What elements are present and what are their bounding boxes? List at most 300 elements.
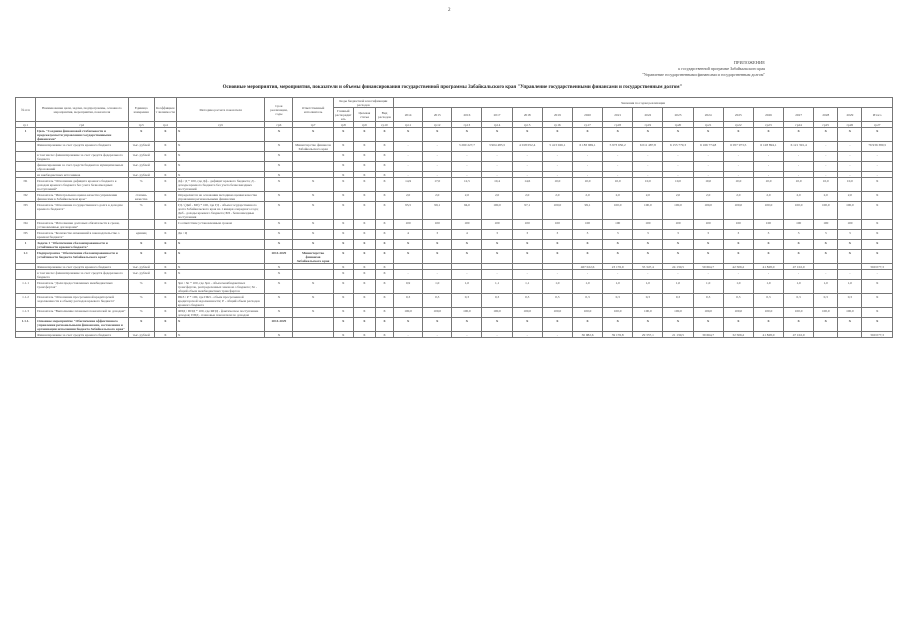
- header-values: Значения по годам реализации: [394, 98, 893, 108]
- header-method: Методика расчета показателя: [176, 98, 264, 122]
- table-cell: Дф / Д * 100, где Дф - дефицит краевого бюджета; Д - доходы краевого бюджета без учета безвозмездных поступлений: [176, 178, 264, 192]
- table-cell: 100: [753, 220, 783, 230]
- table-cell: X: [375, 332, 393, 338]
- table-cell: X: [333, 220, 353, 230]
- table-cell: [128, 220, 154, 230]
- table-cell: X: [265, 178, 293, 192]
- document-title: Основные мероприятия, мероприятия, показатели и объемы финансирования государственной программы Забайкальского края "Управление государственными финансами и государственным долгом": [222, 85, 683, 90]
- table-cell: 0,9: [394, 280, 423, 294]
- table-cell: 41 828,0: [753, 332, 783, 338]
- table-cell: 59 664,7: [693, 264, 723, 270]
- header-year: 2028: [814, 108, 838, 122]
- table-cell: -: [723, 270, 753, 280]
- table-cell: X: [862, 294, 893, 308]
- table-cell: 2,0: [633, 192, 663, 202]
- table-cell: Задача 1 "Обеспечение сбалансированности и устойчивости краевого бюджета": [36, 240, 129, 250]
- table-cell: 10,0: [663, 178, 693, 192]
- table-cell: X: [353, 294, 375, 308]
- table-row: [16, 202, 893, 220]
- table-cell: 12,5: [452, 178, 482, 192]
- table-cell: 0,3: [572, 294, 602, 308]
- table-cell: X: [394, 250, 423, 264]
- table-cell: -: [423, 332, 452, 338]
- column-number: гр3: [128, 122, 154, 128]
- table-cell: X: [333, 294, 353, 308]
- header-unit: Единица измерения: [128, 98, 154, 122]
- table-cell: X: [293, 220, 333, 230]
- table-cell: -: [663, 162, 693, 172]
- table-cell: X: [542, 250, 572, 264]
- table-cell: X: [353, 308, 375, 318]
- program-table: [15, 97, 893, 338]
- table-cell: 76 936 380,5: [862, 142, 893, 152]
- table-cell: 0,3: [452, 294, 482, 308]
- table-cell: 1: [16, 128, 36, 142]
- table-cell: X: [423, 128, 452, 142]
- table-cell: X: [572, 240, 602, 250]
- table-cell: 3: [753, 230, 783, 240]
- header-year: 2023: [663, 108, 693, 122]
- table-cell: X: [375, 264, 393, 270]
- table-cell: 100,0: [693, 308, 723, 318]
- table-row: [16, 192, 893, 202]
- table-cell: 99,1: [423, 202, 452, 220]
- column-number: гр8: [333, 122, 353, 128]
- table-cell: -: [603, 152, 633, 162]
- table-cell: тыс. рублей: [128, 152, 154, 162]
- table-cell: в том числе: финансирование за счет средств федерального бюджета: [36, 152, 129, 162]
- table-cell: 0,3: [482, 294, 512, 308]
- column-number: гр14: [482, 122, 512, 128]
- table-cell: 2,0: [452, 192, 482, 202]
- table-cell: -: [693, 162, 723, 172]
- table-cell: X: [333, 240, 353, 250]
- table-cell: 100,0: [633, 308, 663, 318]
- table-cell: X: [353, 264, 375, 270]
- table-cell: 29 357,1: [633, 332, 663, 338]
- table-cell: 0,3: [723, 294, 753, 308]
- table-cell: X: [838, 128, 862, 142]
- table-cell: X: [663, 128, 693, 142]
- table-cell: 10,0: [838, 178, 862, 192]
- table-row: [16, 178, 893, 192]
- table-cell: X: [784, 318, 814, 332]
- table-cell: X: [154, 240, 176, 250]
- table-cell: -: [838, 152, 862, 162]
- table-cell: X: [375, 294, 393, 308]
- table-cell: 0,3: [394, 294, 423, 308]
- table-cell: -: [633, 172, 663, 178]
- table-row: [16, 250, 893, 264]
- table-cell: X: [265, 142, 293, 152]
- table-cell: [16, 332, 36, 338]
- table-cell: 6 121 391,4: [784, 142, 814, 152]
- table-cell: 3: [603, 230, 633, 240]
- table-cell: X: [862, 318, 893, 332]
- table-cell: X: [423, 250, 452, 264]
- table-cell: X: [333, 250, 353, 264]
- table-cell: 10,0: [542, 178, 572, 192]
- table-cell: X: [154, 308, 176, 318]
- table-cell: X: [353, 240, 375, 250]
- table-cell: 14,9: [394, 178, 423, 192]
- table-cell: X: [265, 280, 293, 294]
- table-cell: 100: [512, 220, 542, 230]
- table-row: [16, 142, 893, 152]
- table-cell: X: [353, 220, 375, 230]
- table-cell: 100,0: [452, 308, 482, 318]
- table-cell: %: [128, 308, 154, 318]
- table-cell: X: [154, 230, 176, 240]
- table-cell: [16, 270, 36, 280]
- table-cell: [16, 162, 36, 172]
- table-cell: X: [333, 142, 353, 152]
- table-cell: X: [353, 280, 375, 294]
- table-cell: 4 018 052,4: [512, 142, 542, 152]
- table-cell: 2,0: [482, 192, 512, 202]
- table-cell: X: [572, 318, 602, 332]
- table-cell: X: [353, 172, 375, 178]
- table-cell: Показатель "Отношение просроченной кредиторской задолженности к объему расходов краевого бюджета": [36, 294, 129, 308]
- appendix-note: [642, 60, 765, 78]
- table-cell: X: [723, 250, 753, 264]
- table-row: [16, 308, 893, 318]
- table-cell: X: [265, 270, 293, 280]
- table-cell: X: [838, 318, 862, 332]
- table-cell: 0,3: [512, 294, 542, 308]
- table-cell: -: [663, 152, 693, 162]
- table-cell: П3: [16, 202, 36, 220]
- table-cell: 1: [16, 240, 36, 250]
- column-number: гр4: [154, 122, 176, 128]
- table-cell: X: [512, 318, 542, 332]
- table-cell: -: [862, 172, 893, 178]
- table-cell: X: [154, 264, 176, 270]
- table-cell: X: [375, 280, 393, 294]
- table-cell: 100,0: [663, 202, 693, 220]
- table-cell: 42 506,2: [723, 264, 753, 270]
- table-cell: X: [482, 240, 512, 250]
- header-year: 2020: [572, 108, 602, 122]
- table-cell: X: [333, 162, 353, 172]
- table-cell: X: [572, 128, 602, 142]
- table-cell: 0,3: [693, 294, 723, 308]
- table-cell: -: [838, 142, 862, 152]
- table-cell: [293, 152, 333, 162]
- table-cell: -: [753, 270, 783, 280]
- header-resp: Ответственный исполнитель: [293, 98, 333, 122]
- table-cell: X: [862, 220, 893, 230]
- table-cell: X: [512, 250, 542, 264]
- table-cell: 100: [482, 220, 512, 230]
- table-row: [16, 162, 893, 172]
- table-cell: 3: [663, 230, 693, 240]
- table-cell: X: [375, 230, 393, 240]
- table-cell: X: [353, 332, 375, 338]
- table-cell: 1,0: [633, 280, 663, 294]
- table-cell: X: [333, 264, 353, 270]
- table-cell: -: [838, 270, 862, 280]
- table-cell: 100: [572, 220, 602, 230]
- table-cell: 23 176,9: [603, 264, 633, 270]
- column-number: гр11: [394, 122, 423, 128]
- table-cell: -: [394, 152, 423, 162]
- table-row: [16, 152, 893, 162]
- table-cell: X: [394, 128, 423, 142]
- table-cell: X: [375, 270, 393, 280]
- table-cell: X: [333, 230, 353, 240]
- table-cell: X: [753, 318, 783, 332]
- table-cell: 2,0: [723, 192, 753, 202]
- table-cell: X: [784, 128, 814, 142]
- table-cell: 4: [394, 230, 423, 240]
- table-cell: X: [154, 332, 176, 338]
- table-cell: 5 413 026,1: [542, 142, 572, 152]
- table-cell: 0,3: [784, 294, 814, 308]
- table-cell: 3: [572, 230, 602, 240]
- table-cell: 100,0: [572, 308, 602, 318]
- table-row: [16, 270, 893, 280]
- table-cell: X: [154, 192, 176, 202]
- table-cell: -: [784, 172, 814, 178]
- table-cell: X: [353, 152, 375, 162]
- table-cell: X: [154, 250, 176, 264]
- table-cell: 0,3: [603, 294, 633, 308]
- table-cell: X: [603, 128, 633, 142]
- table-cell: 100,0: [394, 308, 423, 318]
- table-cell: 2,0: [784, 192, 814, 202]
- header-year: 2017: [482, 108, 512, 122]
- table-cell: 3: [838, 230, 862, 240]
- table-cell: Финансирование за счет средств краевого бюджета: [36, 142, 129, 152]
- table-cell: X: [862, 192, 893, 202]
- table-cell: 99,1: [572, 202, 602, 220]
- column-number: гр19: [633, 122, 663, 128]
- table-cell: Показатель "Интегральная оценка качества управления финансами в Забайкальском крае": [36, 192, 129, 202]
- table-cell: степень качества: [128, 192, 154, 202]
- table-cell: X: [375, 250, 393, 264]
- table-cell: X: [265, 172, 293, 178]
- header-code-col: Главный распорядитель: [335, 108, 352, 121]
- table-cell: X: [375, 192, 393, 202]
- table-cell: 0,3: [542, 294, 572, 308]
- table-cell: X: [154, 152, 176, 162]
- table-cell: 100,0: [723, 202, 753, 220]
- table-cell: -: [572, 152, 602, 162]
- table-cell: X: [633, 128, 663, 142]
- table-cell: 2,0: [814, 192, 838, 202]
- table-cell: X: [265, 240, 293, 250]
- table-cell: 1.1: [16, 250, 36, 264]
- header-year: 2029: [838, 108, 862, 122]
- table-cell: -: [753, 172, 783, 178]
- table-cell: -: [753, 152, 783, 162]
- table-cell: 100,0: [663, 308, 693, 318]
- table-cell: X: [753, 240, 783, 250]
- table-cell: X: [293, 202, 333, 220]
- table-cell: Финансирование за счет средств краевого бюджета: [36, 264, 129, 270]
- table-cell: тыс. рублей: [128, 264, 154, 270]
- table-cell: X: [375, 240, 393, 250]
- table-cell: %: [128, 280, 154, 294]
- table-cell: -: [572, 172, 602, 178]
- table-cell: 1.1.3: [16, 308, 36, 318]
- table-cell: X: [333, 332, 353, 338]
- table-cell: 17,0: [423, 178, 452, 192]
- table-cell: 2,0: [838, 192, 862, 202]
- table-cell: -: [542, 162, 572, 172]
- table-cell: X: [603, 250, 633, 264]
- table-cell: -: [633, 162, 663, 172]
- table-cell: X: [353, 202, 375, 220]
- table-cell: X: [333, 152, 353, 162]
- table-cell: X: [693, 250, 723, 264]
- table-cell: X: [753, 128, 783, 142]
- table-cell: -: [603, 270, 633, 280]
- table-cell: 1.1.2: [16, 294, 36, 308]
- table-cell: X: [452, 128, 482, 142]
- appendix-line: "Управление государственными финансами и государственным долгом": [642, 72, 765, 77]
- column-number: гр9: [353, 122, 375, 128]
- table-cell: -: [482, 332, 512, 338]
- table-cell: 100: [784, 220, 814, 230]
- appendix-heading: ПРИЛОЖЕНИЕ: [733, 60, 765, 65]
- table-cell: 6 057 973,5: [723, 142, 753, 152]
- table-cell: X: [353, 318, 375, 332]
- column-number: гр21: [693, 122, 723, 128]
- table-cell: X: [353, 230, 375, 240]
- table-cell: тыс. рублей: [128, 162, 154, 172]
- table-cell: 100,0: [838, 202, 862, 220]
- table-row: [16, 294, 893, 308]
- table-cell: X: [814, 128, 838, 142]
- column-number: гр13: [452, 122, 482, 128]
- table-cell: X: [693, 240, 723, 250]
- table-cell: П5: [16, 230, 36, 240]
- table-cell: -: [423, 142, 452, 152]
- table-cell: Подпрограмма "Обеспечение сбалансированности и устойчивости бюджета Забайкальского края": [36, 250, 129, 264]
- table-cell: -: [663, 172, 693, 178]
- table-cell: -: [542, 152, 572, 162]
- table-cell: -: [452, 172, 482, 178]
- table-cell: X: [176, 162, 264, 172]
- table-cell: 2,0: [603, 192, 633, 202]
- table-cell: X: [862, 250, 893, 264]
- table-cell: [16, 152, 36, 162]
- table-cell: X: [723, 318, 753, 332]
- table-cell: 24 130,5: [663, 264, 693, 270]
- table-cell: -: [394, 172, 423, 178]
- table-row: [16, 318, 893, 332]
- table-cell: 560 077,3: [862, 264, 893, 270]
- table-cell: -: [512, 332, 542, 338]
- table-cell: 14,6: [512, 178, 542, 192]
- table-cell: X: [353, 178, 375, 192]
- table-cell: -: [542, 270, 572, 280]
- table-cell: в том числе: финансирование за счет средств федерального бюджета: [36, 270, 129, 280]
- column-number: гр7: [293, 122, 333, 128]
- table-cell: X: [452, 318, 482, 332]
- table-cell: -: [572, 162, 602, 172]
- table-cell: X: [154, 162, 176, 172]
- appendix-line: к государственной программе Забайкальского края: [678, 66, 765, 71]
- header-year: 2026: [753, 108, 783, 122]
- table-cell: -: [542, 172, 572, 178]
- table-cell: X: [723, 240, 753, 250]
- table-cell: X: [333, 178, 353, 192]
- table-cell: X: [375, 162, 393, 172]
- table-cell: X: [482, 128, 512, 142]
- table-cell: X: [838, 240, 862, 250]
- table-cell: 100,0: [603, 202, 633, 220]
- table-cell: 2,0: [394, 192, 423, 202]
- table-cell: -: [603, 172, 633, 178]
- header-year: 2018: [512, 108, 542, 122]
- table-cell: 2,0: [512, 192, 542, 202]
- table-cell: X: [603, 318, 633, 332]
- table-cell: из внебюджетных источников: [36, 172, 129, 178]
- table-cell: X: [375, 178, 393, 192]
- table-cell: X: [452, 240, 482, 250]
- table-cell: -: [452, 162, 482, 172]
- table-cell: X: [176, 240, 264, 250]
- table-cell: X: [154, 220, 176, 230]
- table-cell: -: [862, 152, 893, 162]
- table-cell: X: [333, 270, 353, 280]
- table-cell: [814, 332, 838, 338]
- header-year: 2024: [693, 108, 723, 122]
- table-cell: 3: [693, 230, 723, 240]
- table-cell: -: [482, 172, 512, 178]
- table-cell: 100,0: [542, 202, 572, 220]
- table-cell: -: [423, 162, 452, 172]
- table-cell: 100,0: [423, 308, 452, 318]
- table-cell: X: [293, 280, 333, 294]
- table-cell: 100,0: [723, 308, 753, 318]
- table-cell: 3: [542, 230, 572, 240]
- table-cell: X: [542, 240, 572, 250]
- table-cell: [16, 142, 36, 152]
- table-cell: 47 102,0: [784, 264, 814, 270]
- table-cell: 10,0: [603, 178, 633, 192]
- table-cell: X: [375, 318, 393, 332]
- table-cell: 3: [723, 230, 753, 240]
- table-cell: -: [512, 162, 542, 172]
- table-cell: X: [154, 270, 176, 280]
- table-cell: X: [814, 250, 838, 264]
- table-cell: -: [603, 162, 633, 172]
- column-number: гр20: [663, 122, 693, 128]
- table-header-row-1: [16, 98, 893, 108]
- table-cell: X: [633, 240, 663, 250]
- table-cell: 100,0: [482, 308, 512, 318]
- table-cell: X: [663, 240, 693, 250]
- table-cell: Показатель "Доля предоставленных межбюджетных трансфертов": [36, 280, 129, 294]
- table-cell: тыс. рублей: [128, 142, 154, 152]
- table-cell: X: [375, 172, 393, 178]
- table-cell: 3: [482, 230, 512, 240]
- table-cell: X: [512, 128, 542, 142]
- column-number: гр17: [572, 122, 602, 128]
- column-number: гр18: [603, 122, 633, 128]
- table-cell: Определяется на основании методики оценки качества управления региональными финансами: [176, 192, 264, 202]
- table-cell: X: [176, 172, 264, 178]
- table-cell: X: [154, 178, 176, 192]
- table-cell: Зрп / Зп * 100, где Зрп - объем межбюджетных трансфертов, распределенных законом о бюджете; Зп - общий объем межбюджетных трансфертов: [176, 280, 264, 294]
- column-number: гр25: [814, 122, 838, 128]
- table-cell: -: [394, 332, 423, 338]
- table-cell: 100: [723, 220, 753, 230]
